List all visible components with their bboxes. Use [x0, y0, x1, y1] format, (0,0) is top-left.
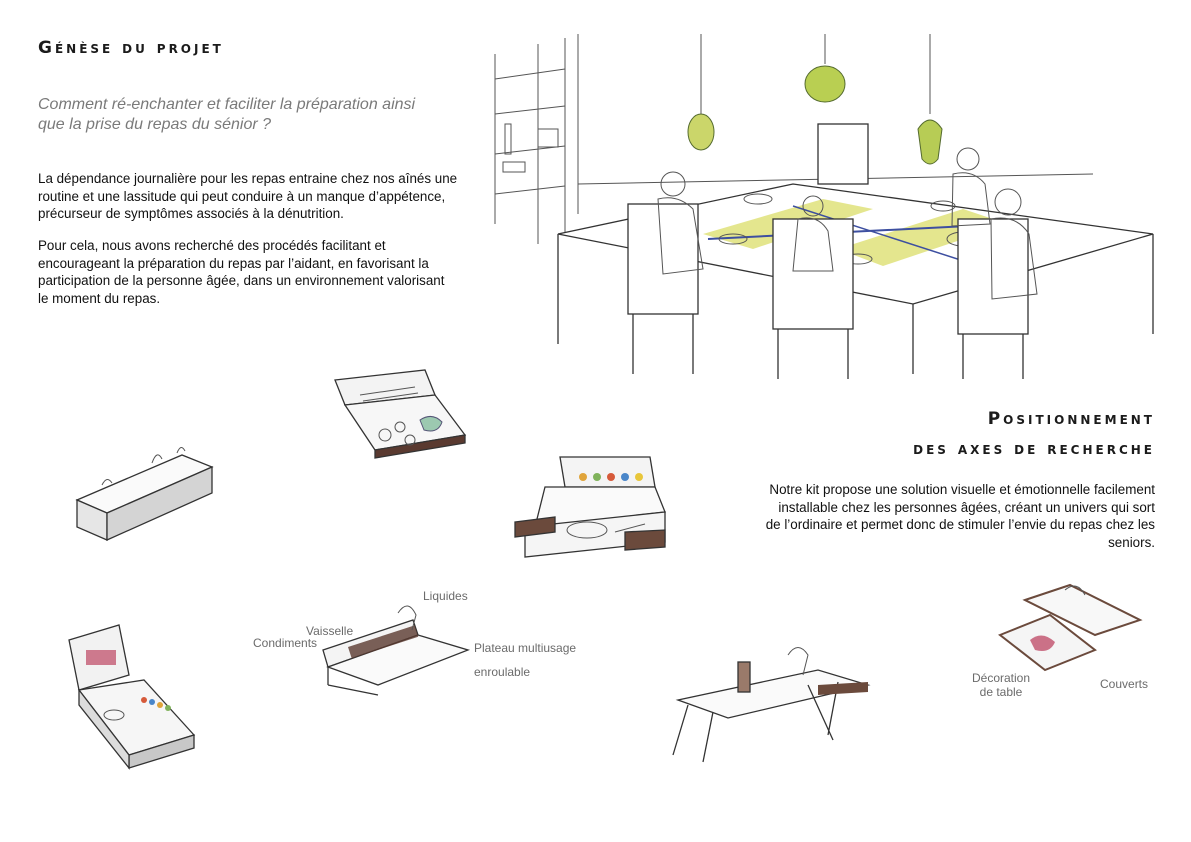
subtitle-line: que la prise du repas du sénior ? [38, 116, 272, 133]
para-line: encourageant la préparation du repas par l’aidant, en favorisant la [38, 255, 429, 271]
label-condiments: Condiments [253, 636, 318, 650]
drawer-box-sketch [995, 580, 1145, 680]
title-line: des axes de recherche [913, 439, 1155, 459]
label-plateau [474, 636, 576, 684]
para-line: installable chez les personnes âgées, créant un univers qui sort [778, 499, 1155, 515]
para-line: participation de la personne âgée, dans un environnement valorisant [38, 273, 445, 288]
section2-title [913, 404, 1155, 464]
upright-kit-sketch [64, 620, 199, 770]
roll-tray-sketch [318, 595, 468, 695]
open-kit-sketch [330, 365, 475, 465]
para-line: La dépendance journalière pour les repas entraine chez nos aînés une [38, 171, 458, 186]
title-line: Positionnement [987, 409, 1155, 429]
section1-paragraph-1 [38, 170, 488, 223]
colorful-kit-sketch [515, 452, 665, 562]
para-line: le moment du repas. [38, 290, 161, 306]
label-line: Décoration [972, 671, 1031, 685]
table-sketch [668, 640, 873, 765]
label-couverts: Couverts [1100, 677, 1149, 691]
para-line: précurseur de symptômes associés à la dénutrition. [38, 206, 344, 221]
para-line: seniors. [1108, 534, 1155, 550]
para-line: routine et une lassitude qui peut conduire à un manque d’appétence, [38, 188, 446, 204]
para-line: Pour cela, nous avons recherché des procédés facilitant et [38, 238, 386, 253]
dining-scene-sketch [493, 34, 1163, 379]
box-sketch [72, 445, 217, 545]
label-line: enroulable [474, 665, 531, 679]
label-liquides: Liquides [423, 589, 468, 603]
label-line: Plateau multiusage [474, 641, 577, 655]
section1-paragraph-2 [38, 237, 488, 307]
para-line: Notre kit propose une solution visuelle et émotionnelle facilement [769, 482, 1155, 497]
label-line: de table [979, 685, 1023, 699]
label-vaisselle: Vaisselle [306, 624, 354, 638]
section1-subtitle [38, 95, 468, 135]
section1-title: Génèse du projet [38, 38, 224, 58]
label-decoration [972, 671, 1030, 699]
para-line: de l’ordinaire et permet donc de stimuler l’envie du repas chez les [765, 517, 1155, 532]
section2-paragraph [695, 481, 1155, 551]
subtitle-line: Comment ré-enchanter et faciliter la préparation ainsi [38, 96, 416, 113]
